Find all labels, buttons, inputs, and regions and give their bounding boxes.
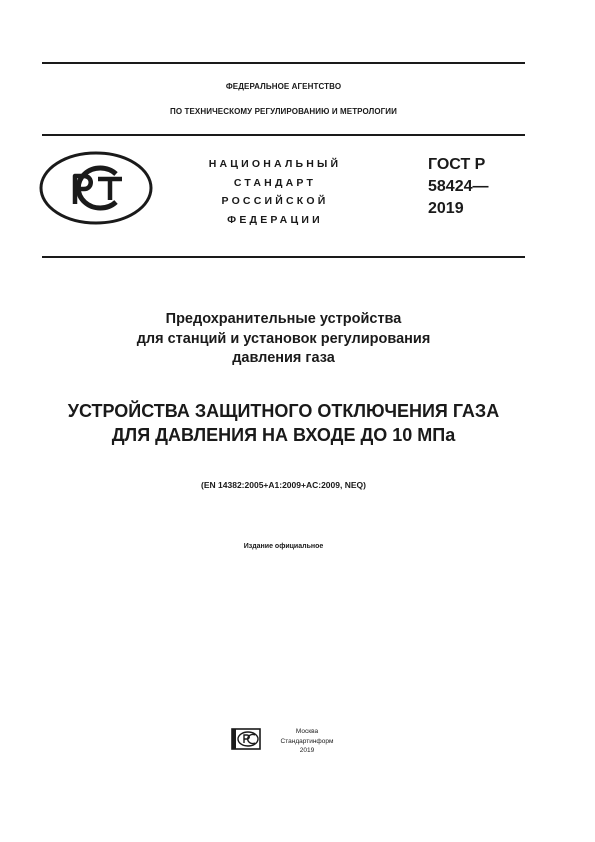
standartinform-logo-icon: [231, 728, 261, 755]
national-standard-line4: ФЕДЕРАЦИИ: [227, 213, 323, 226]
national-standard-label: [192, 155, 358, 229]
subtitle-line3: давления газа: [232, 350, 335, 366]
standard-reference: (EN 14382:2005+A1:2009+AC:2009, NEQ): [201, 480, 366, 490]
subtitle-line2: для станций и установок регулирования: [136, 330, 431, 347]
publisher-imprint: [262, 727, 352, 756]
header-rule: [42, 134, 525, 136]
publisher-year: 2019: [299, 747, 315, 754]
rst-gost-mark-icon: [38, 150, 154, 231]
subtitle-line1: Предохранительные устройства: [165, 311, 402, 327]
title-line2: ДЛЯ ДАВЛЕНИЯ НА ВХОДЕ ДО 10 МПа: [111, 425, 456, 445]
standard-designation: [428, 154, 489, 220]
edition-note: Издание официальное: [243, 543, 324, 550]
title-block-rule: [42, 256, 525, 258]
designation-prefix: ГОСТ Р: [428, 156, 486, 173]
top-rule: [42, 62, 525, 64]
publisher-city: Москва: [295, 728, 319, 735]
national-standard-line1: НАЦИОНАЛЬНЫЙ: [208, 158, 342, 170]
publisher-name: Стандартинформ: [280, 737, 334, 745]
designation-year: 2019: [428, 200, 464, 217]
title-line1: УСТРОЙСТВА ЗАЩИТНОГО ОТКЛЮЧЕНИЯ ГАЗА: [67, 401, 500, 421]
national-standard-line2: СТАНДАРТ: [233, 176, 317, 189]
agency-name-line1: ФЕДЕРАЛЬНОЕ АГЕНТСТВО: [225, 82, 342, 91]
agency-name-line2: ПО ТЕХНИЧЕСКОМУ РЕГУЛИРОВАНИЮ И МЕТРОЛОГИИ: [169, 107, 398, 116]
document-title: [42, 399, 525, 447]
document-subtitle: [42, 310, 525, 369]
designation-number: 58424—: [428, 178, 489, 195]
national-standard-line3: РОССИЙСКОЙ: [221, 195, 329, 207]
